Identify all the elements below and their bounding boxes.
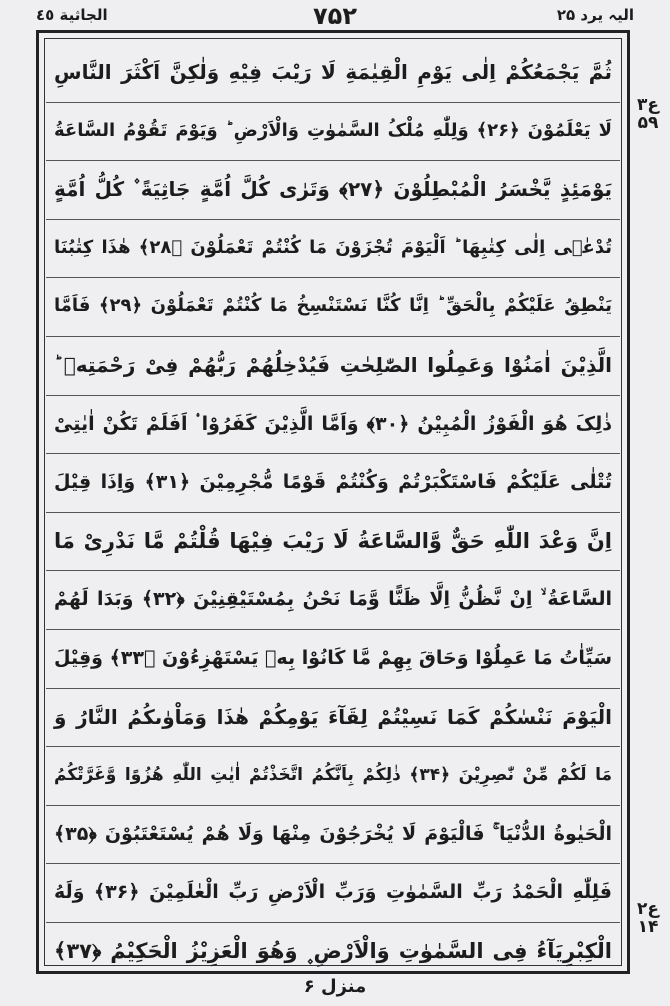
- text-line-13: مَا لَکُمْ مِّنْ نّٰصِرِیْنَ ﴿۳۴﴾ ذٰلِکُمْ بِاَنَّکُمُ اتَّخَذْتُمْ اٰیٰتِ اللّٰهِ هُزُوًا وَّغَرَّتْکُمُ: [46, 747, 620, 806]
- text-line-10: السَّاعَةُ ۙ اِنْ نَّظُنُّ اِلَّا ظَنًّا وَّمَا نَحْنُ بِمُسْتَیْقِنِیْنَ ﴿۳۲﴾ وَبَدَا لَهُمْ: [46, 571, 620, 630]
- text-line-14: الْحَیٰوةُ الدُّنْیَا ۚ فَالْیَوْمَ لَا یُخْرَجُوْنَ مِنْهَا وَلَا هُمْ یُسْتَعْتَبُوْنَ ﴿۳۵﴾: [46, 806, 620, 865]
- ruku-marker-bottom: ع۲ ۱۴: [636, 899, 659, 937]
- text-line-1: ثُمَّ یَجْمَعُکُمْ اِلٰی یَوْمِ الْقِیٰمَةِ لَا رَیْبَ فِیْهِ وَلٰکِنَّ اَکْثَرَ النَّاسِ: [46, 44, 620, 103]
- text-line-2: لَا یَعْلَمُوْنَ ﴿۲۶﴾ وَلِلّٰهِ مُلْکُ السَّمٰوٰتِ وَالْاَرْضِ ؕ وَیَوْمَ تَقُوْمُ السَّاعَةُ: [46, 103, 620, 162]
- text-line-3: یَوْمَئِذٍ یَّخْسَرُ الْمُبْطِلُوْنَ ﴿۲۷﴾ وَتَرٰی کُلَّ اُمَّةٍ جَاثِیَةً ۫ کُلُّ اُمَّةٍ: [46, 161, 620, 220]
- text-line-5: یَنْطِقُ عَلَیْکُمْ بِالْحَقِّ ؕ اِنَّا کُنَّا نَسْتَنْسِخُ مَا کُنْتُمْ تَعْمَلُوْنَ ﴿۲۹﴾ فَاَمَّا: [46, 278, 620, 337]
- juz-name: الیہ یرد ۲۵: [556, 6, 634, 24]
- page-number: ۷۵۲: [313, 2, 357, 30]
- text-body: [46, 44, 620, 982]
- ruku-marker-top: ع۳ ۵۹: [636, 95, 659, 133]
- text-line-4: تُدْعٰۤی اِلٰی کِتٰبِهَا ؕ اَلْیَوْمَ تُجْزَوْنَ مَا کُنْتُمْ تَعْمَلُوْنَ ﴿۲۸﴾ هٰذَا کِتٰبُنَا: [46, 220, 620, 279]
- text-line-16: الْکِبْرِیَآءُ فِی السَّمٰوٰتِ وَالْاَرْضِ ۪ وَهُوَ الْعَزِیْزُ الْحَکِیْمُ ﴿۳۷﴾: [54, 938, 612, 963]
- surah-name: الجاثية ٤٥: [36, 6, 108, 24]
- manzil-footer: منزل ۶: [303, 976, 367, 997]
- text-line-11: سَیِّاٰتُ مَا عَمِلُوْا وَحَاقَ بِهِمْ مَّا کَانُوْا بِهٖ یَسْتَهْزِءُوْنَ ﴿۳۳﴾ وَقِیْلَ: [46, 630, 620, 689]
- text-line-8: تُتْلٰی عَلَیْکُمْ فَاسْتَکْبَرْتُمْ وَکُنْتُمْ قَوْمًا مُّجْرِمِیْنَ ﴿۳۱﴾ وَاِذَا قِیْلَ: [46, 454, 620, 513]
- text-line-7: ذٰلِکَ هُوَ الْفَوْزُ الْمُبِیْنُ ﴿۳۰﴾ وَاَمَّا الَّذِیْنَ کَفَرُوْا ۟ اَفَلَمْ تَکُنْ اٰیٰتِیْ: [46, 396, 620, 455]
- text-line-12: الْیَوْمَ نَنْسٰکُمْ کَمَا نَسِیْتُمْ لِقَآءَ یَوْمِکُمْ هٰذَا وَمَاْوٰىکُمُ النَّارُ وَ: [46, 689, 620, 748]
- text-line-6: الَّذِیْنَ اٰمَنُوْا وَعَمِلُوا الصّٰلِحٰتِ فَیُدْخِلُهُمْ رَبُّهُمْ فِیْ رَحْمَتِهٖ ؕ: [46, 337, 620, 396]
- text-line-9: اِنَّ وَعْدَ اللّٰهِ حَقٌّ وَّالسَّاعَةُ لَا رَیْبَ فِیْهَا قُلْتُمْ مَّا نَدْرِیْ مَا: [46, 513, 620, 572]
- page-header: [36, 4, 634, 30]
- text-line-15: فَلِلّٰهِ الْحَمْدُ رَبِّ السَّمٰوٰتِ وَرَبِّ الْاَرْضِ رَبِّ الْعٰلَمِیْنَ ﴿۳۶﴾ وَلَهُ: [46, 864, 620, 923]
